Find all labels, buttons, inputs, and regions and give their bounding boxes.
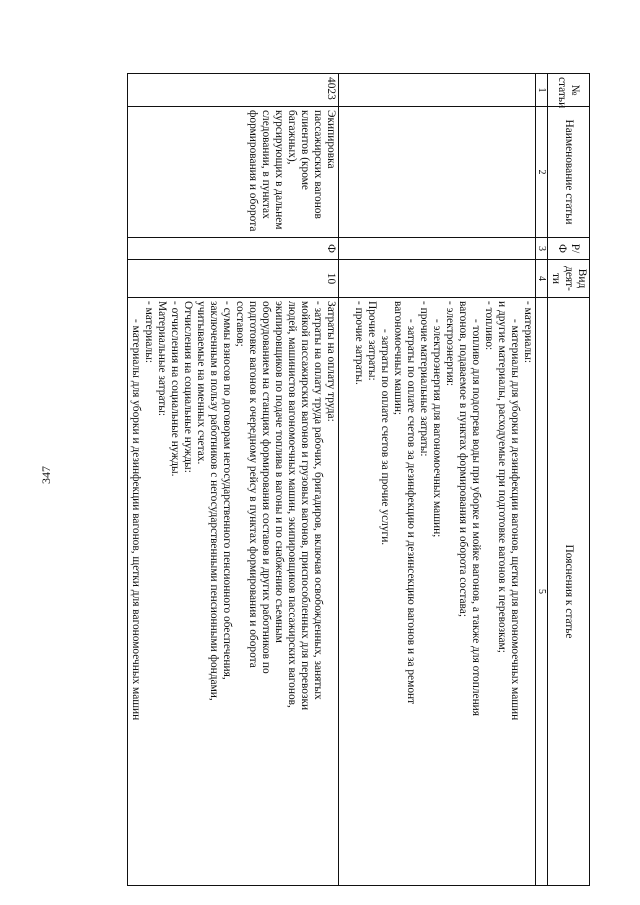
explanation-line: учитываемые на именных счетах.	[195, 301, 207, 465]
explanation-line: - топливо для подогрева воды при уборке и мойке вагонов, а также для отопления	[470, 319, 482, 717]
table-row	[339, 74, 536, 886]
rotated-table-wrapper	[110, 73, 590, 885]
explanation-line: - затраты по оплате счетов за прочие услуги.	[379, 329, 391, 546]
explanation-line: оборудованием на станциях формирования составов и других работников по	[260, 301, 272, 674]
explanation-line: - прочие материальные затраты:	[418, 301, 430, 457]
header-explanation: Пояснения к статье	[548, 298, 590, 886]
article-activity-kind	[339, 260, 536, 298]
article-rf: Ф	[128, 238, 339, 260]
article-name	[339, 107, 536, 238]
article-number: 4023	[128, 74, 339, 107]
explanation-line: - материалы для уборки и дезинфекции вагонов, щетки для вагономоечных машин	[130, 319, 142, 721]
article-number	[339, 74, 536, 107]
column-number: 3	[536, 238, 548, 260]
explanation-line: мойкой пассажирских вагонов и грузовых вагонов, приспособленных для перевозки	[299, 301, 311, 711]
explanation-line: - топливо:	[483, 301, 495, 351]
article-explanation	[128, 298, 339, 886]
explanation-line: - затраты по оплате счетов за дезинфекцию и дезинсекцию вагонов и за ремонт	[405, 319, 417, 705]
table-header-row	[548, 74, 590, 886]
column-number: 5	[536, 298, 548, 886]
explanation-line: и другие материалы, расходуемые при подготовке вагонов к перевозкам;	[496, 301, 508, 653]
explanation-line: - отчисления на социальные нужды.	[169, 301, 181, 477]
explanation-line: Прочие затраты:	[366, 301, 378, 381]
explanation-line: людей, машинистов вагономоечных машин, экипировщиков пассажирских вагонов,	[286, 301, 298, 708]
explanation-line: - электроэнергия для вагономоечных машин;	[431, 319, 443, 538]
explanation-line: заключенным в пользу работников с негосударственными пенсионными фондами,	[208, 301, 220, 701]
explanation-line: вагономоечных машин;	[392, 301, 404, 416]
explanation-line: подготовке вагонов к очередному рейсу в пунктах формирования и оборота	[247, 301, 259, 668]
explanation-line: - материалы:	[143, 301, 155, 364]
article-name: Экипировка пассажирских вагонов клиентов (кроме багажных), курсирующих в дальнем следовании, в пунктах формирования и оборота	[128, 107, 339, 238]
explanation-line: составов;	[234, 301, 246, 347]
explanation-line: - затраты на оплату труда рабочих, бригадиров, включая освобожденных, занятых	[312, 301, 324, 700]
table-row	[128, 74, 339, 886]
header-article-name: Наименование статьи	[548, 107, 590, 238]
header-article-number: № статьи	[548, 74, 590, 107]
article-activity-kind: 10	[128, 260, 339, 298]
header-activity-kind: Вид деят-ти	[548, 260, 590, 298]
article-rf	[339, 238, 536, 260]
explanation-line: Отчисления на социальные нужды:	[182, 301, 194, 473]
column-number-row	[536, 74, 548, 886]
explanation-line: - материалы для уборки и дезинфекции вагонов, щетки для вагономоечных машин	[509, 319, 521, 721]
column-number: 2	[536, 107, 548, 238]
explanation-line: Материальные затраты:	[156, 301, 168, 417]
explanation-line: экипировщиков по подаче топлива в вагоны и по снабжению съемным	[273, 301, 285, 643]
article-explanation	[339, 298, 536, 886]
page-number: 347	[39, 466, 53, 484]
explanation-line: - электроэнергия:	[444, 301, 456, 387]
header-rf: Р/ Ф	[548, 238, 590, 260]
column-number: 4	[536, 260, 548, 298]
articles-table	[127, 73, 590, 886]
column-number: 1	[536, 74, 548, 107]
explanation-line: вагонов, подаваемое в пунктах формирования и оборота состава;	[457, 301, 469, 618]
explanation-line: Затраты на оплату труда:	[325, 301, 337, 422]
explanation-line: - суммы взносов по договорам негосударственного пенсионного обеспечения,	[221, 301, 233, 680]
explanation-line: - материалы:	[522, 301, 534, 364]
explanation-line: - прочие затраты.	[353, 301, 365, 385]
